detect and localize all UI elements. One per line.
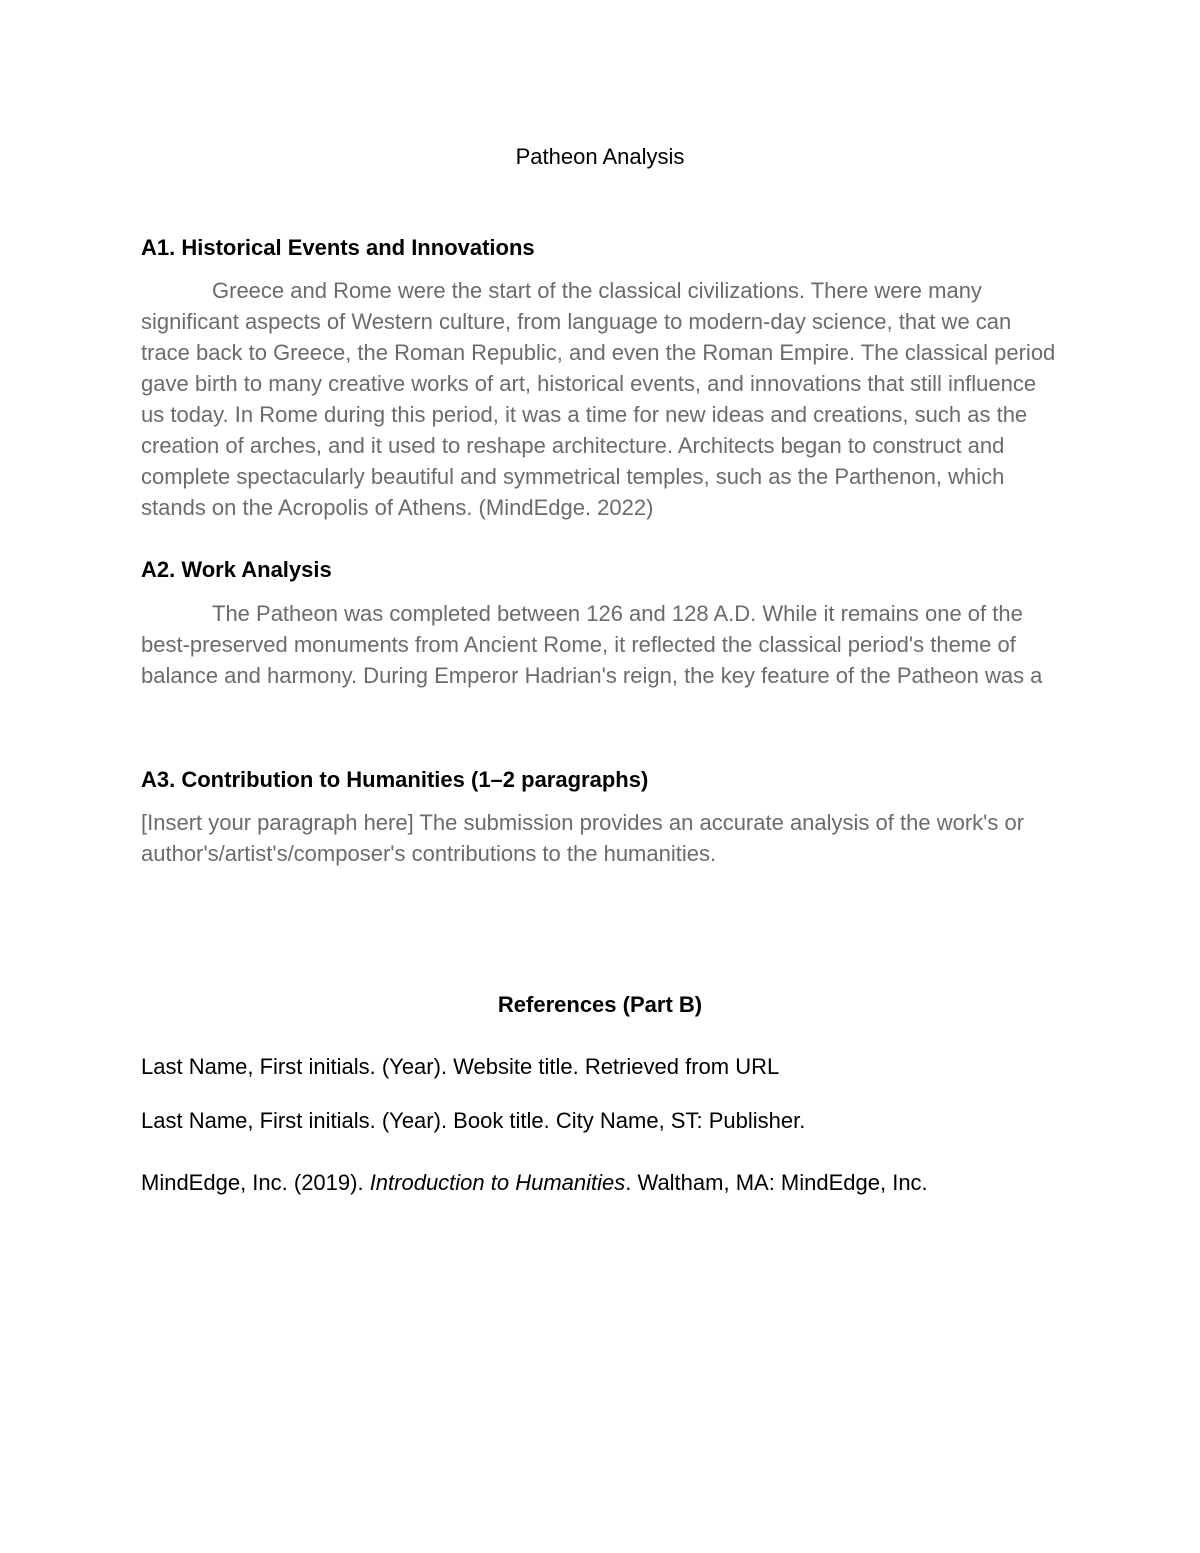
section-heading-a3: A3. Contribution to Humanities (1–2 paragraphs) bbox=[141, 767, 649, 792]
section-body-a1: Greece and Rome were the start of the classical civilizations. There were many significant aspects of Western culture, from language to modern-day science, that we can trace back to Greece, the Roman Republic, and even the Roman Empire. The classical period gave birth to many creative works of art, historical events, and innovations that still influence us today. In Rome during this period, it was a time for new ideas and creations, such as the creation of arches, and it used to reshape architecture. Architects began to construct and complete spectacularly beautiful and symmetrical temples, such as the Parthenon, which stands on the Acropolis of Athens. (MindEdge. 2022) bbox=[141, 278, 1056, 520]
document-title: Patheon Analysis bbox=[515, 144, 685, 169]
reference-item-mindedge bbox=[141, 1167, 928, 1198]
reference-mindedge-publisher: . Waltham, MA: MindEdge, Inc. bbox=[625, 1170, 928, 1195]
reference-mindedge-book-title: Introduction to Humanities bbox=[369, 1170, 626, 1195]
section-body-a2: The Patheon was completed between 126 and 128 A.D. While it remains one of the best-preserved monuments from Ancient Rome, it reflected the classical period's theme of balance and harmony. During Emperor Hadrian's reign, the key feature of the Patheon was a bbox=[141, 601, 1043, 688]
references-heading: References (Part B) bbox=[497, 992, 703, 1017]
section-heading-a2: A2. Work Analysis bbox=[141, 557, 332, 582]
reference-item: Last Name, First initials. (Year). Website title. Retrieved from URL bbox=[141, 1054, 780, 1079]
section-heading-a1: A1. Historical Events and Innovations bbox=[141, 235, 535, 260]
section-body-a3: [Insert your paragraph here] The submission provides an accurate analysis of the work's or author's/artist's/composer's contributions to the humanities. bbox=[141, 810, 1025, 866]
reference-mindedge-author: MindEdge, Inc. (2019). bbox=[141, 1170, 370, 1195]
reference-item: Last Name, First initials. (Year). Book title. City Name, ST: Publisher. bbox=[141, 1108, 806, 1133]
